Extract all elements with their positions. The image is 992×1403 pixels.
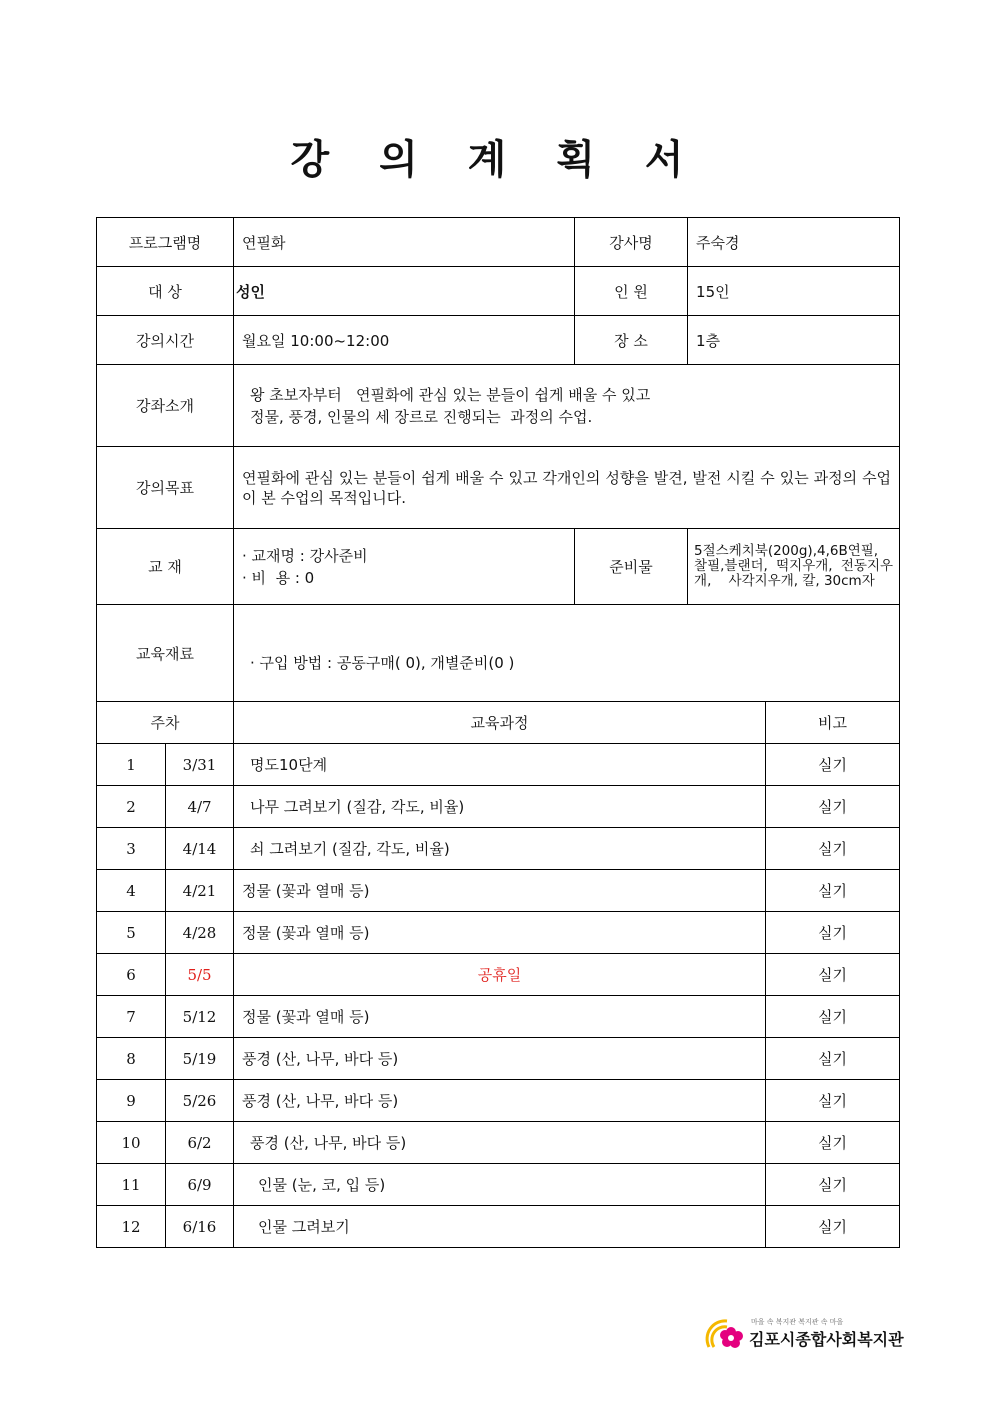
lecture-plan-table: [96, 217, 900, 1248]
people-value: 15인: [688, 267, 900, 316]
week-date: 5/12: [166, 996, 234, 1038]
schedule-row: [97, 912, 900, 954]
textbook-info: [234, 529, 575, 605]
schedule-row: [97, 828, 900, 870]
course-content: 인물 그려보기: [234, 1206, 766, 1248]
week-number: 6: [97, 954, 166, 996]
course-content: 정물 (꽃과 열매 등): [234, 870, 766, 912]
intro-line-1: 왕 초보자부터 연필화에 관심 있는 분들이 쉽게 배울 수 있고: [250, 385, 651, 404]
schedule-row: [97, 996, 900, 1038]
note: 실기: [766, 912, 900, 954]
prep-label: 준비물: [575, 529, 688, 605]
schedule-row: [97, 1080, 900, 1122]
schedule-row: [97, 786, 900, 828]
schedule-row: [97, 744, 900, 786]
week-date: 5/5: [166, 954, 234, 996]
logo-name: 김포시종합사회복지관: [749, 1330, 904, 1349]
week-number: 3: [97, 828, 166, 870]
flower-logo-icon: [705, 1313, 749, 1353]
schedule-row: [97, 1164, 900, 1206]
place-value: 1층: [688, 316, 900, 365]
goal-text: 연필화에 관심 있는 분들이 쉽게 배울 수 있고 각개인의 성향을 발견, 발전 시킬 수 있는 과정의 수업 이 본 수업의 목적입니다.: [234, 447, 900, 529]
schedule-row: [97, 1206, 900, 1248]
textbook-name: ‧ 교재명 : 강사준비: [242, 546, 368, 565]
note: 실기: [766, 996, 900, 1038]
intro-text: [234, 365, 900, 447]
week-date: 6/9: [166, 1164, 234, 1206]
note: 실기: [766, 786, 900, 828]
textbook-label: 교 재: [97, 529, 234, 605]
week-number: 8: [97, 1038, 166, 1080]
week-date: 5/26: [166, 1080, 234, 1122]
course-content: 공휴일: [234, 954, 766, 996]
course-content: 풍경 (산, 나무, 바다 등): [234, 1038, 766, 1080]
course-content: 인물 (눈, 코, 입 등): [234, 1164, 766, 1206]
week-date: 6/16: [166, 1206, 234, 1248]
program-label: 프로그램명: [97, 218, 234, 267]
logo-tagline: 마을 속 복지관 복지관 속 마을: [751, 1318, 844, 1326]
week-number: 9: [97, 1080, 166, 1122]
course-content: 정물 (꽃과 열매 등): [234, 996, 766, 1038]
prep-text: 5절스케치북(200g),4,6B연필, 찰필,블랜더, 떡지우개, 전동지우개, 사각지우개, 칼, 30cm자: [688, 529, 900, 605]
schedule-rows: [97, 744, 900, 1248]
week-number: 5: [97, 912, 166, 954]
week-date: 4/28: [166, 912, 234, 954]
week-number: 2: [97, 786, 166, 828]
week-number: 1: [97, 744, 166, 786]
intro-line-2: 정물, 풍경, 인물의 세 장르로 진행되는 과정의 수업.: [250, 407, 593, 426]
place-label: 장 소: [575, 316, 688, 365]
course-content: 쇠 그려보기 (질감, 각도, 비율): [234, 828, 766, 870]
target-label: 대 상: [97, 267, 234, 316]
week-date: 4/21: [166, 870, 234, 912]
material-text: ‧ 구입 방법 : 공동구매( 0), 개별준비(0 ): [234, 605, 900, 702]
intro-label: 강좌소개: [97, 365, 234, 447]
welfare-center-logo: [705, 1313, 904, 1353]
note: 실기: [766, 828, 900, 870]
week-number: 11: [97, 1164, 166, 1206]
target-value: 성인: [234, 267, 575, 316]
note: 실기: [766, 1122, 900, 1164]
course-content: 풍경 (산, 나무, 바다 등): [234, 1080, 766, 1122]
week-number: 4: [97, 870, 166, 912]
textbook-cost: ‧ 비 용 : 0: [242, 568, 315, 587]
people-label: 인 원: [575, 267, 688, 316]
schedule-header-note: 비고: [766, 702, 900, 744]
schedule-header-week: 주차: [97, 702, 234, 744]
course-content: 나무 그려보기 (질감, 각도, 비율): [234, 786, 766, 828]
goal-label: 강의목표: [97, 447, 234, 529]
schedule-row: [97, 870, 900, 912]
note: 실기: [766, 870, 900, 912]
note: 실기: [766, 954, 900, 996]
schedule-row: [97, 954, 900, 996]
schedule-header-course: 교육과정: [234, 702, 766, 744]
week-date: 3/31: [166, 744, 234, 786]
schedule-row: [97, 1038, 900, 1080]
week-number: 7: [97, 996, 166, 1038]
week-date: 6/2: [166, 1122, 234, 1164]
time-label: 강의시간: [97, 316, 234, 365]
course-content: 명도10단계: [234, 744, 766, 786]
course-content: 정물 (꽃과 열매 등): [234, 912, 766, 954]
week-date: 5/19: [166, 1038, 234, 1080]
week-number: 10: [97, 1122, 166, 1164]
week-date: 4/7: [166, 786, 234, 828]
week-date: 4/14: [166, 828, 234, 870]
note: 실기: [766, 1080, 900, 1122]
program-value: 연필화: [234, 218, 575, 267]
instructor-value: 주숙경: [688, 218, 900, 267]
schedule-row: [97, 1122, 900, 1164]
time-value: 월요일 10:00~12:00: [234, 316, 575, 365]
note: 실기: [766, 744, 900, 786]
week-number: 12: [97, 1206, 166, 1248]
note: 실기: [766, 1164, 900, 1206]
instructor-label: 강사명: [575, 218, 688, 267]
material-label: 교육재료: [97, 605, 234, 702]
note: 실기: [766, 1206, 900, 1248]
note: 실기: [766, 1038, 900, 1080]
page-title: 강 의 계 획 서: [290, 137, 702, 183]
course-content: 풍경 (산, 나무, 바다 등): [234, 1122, 766, 1164]
